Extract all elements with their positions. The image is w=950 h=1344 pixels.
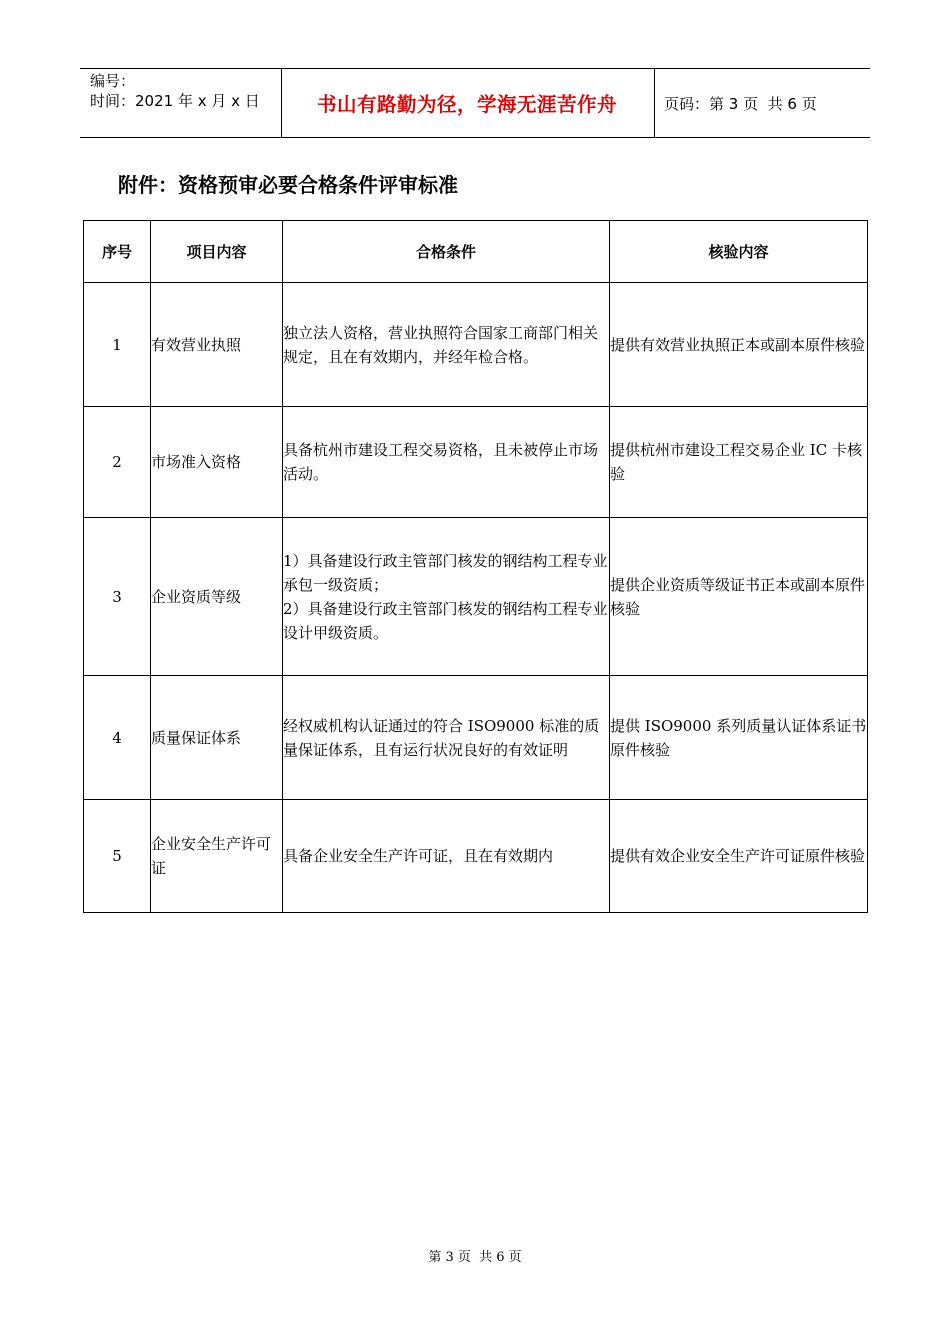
header-number-label: 编号： bbox=[90, 72, 136, 90]
condition-text: 具备企业安全生产许可证，且在有效期内 bbox=[283, 847, 554, 865]
header-cell-no: 序号 bbox=[84, 221, 151, 283]
cell-item: 企业资质等级 bbox=[151, 518, 283, 676]
cell-item: 市场准入资格 bbox=[151, 407, 283, 518]
condition-text: 独立法人资格，营业执照符合国家工商部门相关规定，且在有效期内，并经年检合格。 bbox=[283, 323, 599, 366]
cell-no: 2 bbox=[84, 407, 151, 518]
header-cell-check: 核验内容 bbox=[610, 221, 868, 283]
page-header bbox=[80, 68, 870, 138]
cell-condition bbox=[283, 407, 610, 518]
table-row bbox=[84, 800, 868, 913]
cell-check: 提供有效营业执照正本或副本原件核验 bbox=[610, 283, 868, 407]
cell-condition bbox=[283, 518, 610, 676]
table-row bbox=[84, 407, 868, 518]
table-row bbox=[84, 283, 868, 407]
cell-item: 企业安全生产许可证 bbox=[151, 800, 283, 913]
page-footer: 第 3 页 共 6 页 bbox=[428, 1250, 522, 1265]
cell-item: 有效营业执照 bbox=[151, 283, 283, 407]
header-divider-right bbox=[654, 69, 655, 137]
table-header-row bbox=[84, 221, 868, 283]
condition-text: 1）具备建设行政主管部门核发的钢结构工程专业承包一级资质； bbox=[283, 551, 608, 594]
table-row bbox=[84, 676, 868, 800]
condition-text: 经权威机构认证通过的符合 ISO9000 标准的质量保证体系，且有运行状况良好的有效证明 bbox=[283, 716, 600, 759]
header-page-info: 页码：第 3 页 共 6 页 bbox=[664, 94, 817, 113]
cell-check: 提供杭州市建设工程交易企业 IC 卡核验 bbox=[610, 407, 868, 518]
header-time-label: 时间：2021 年 x 月 x 日 bbox=[90, 92, 260, 110]
cell-no: 1 bbox=[84, 283, 151, 407]
cell-check: 提供企业资质等级证书正本或副本原件核验 bbox=[610, 518, 868, 676]
table-row bbox=[84, 518, 868, 676]
header-cell-condition: 合格条件 bbox=[283, 221, 610, 283]
cell-check: 提供有效企业安全生产许可证原件核验 bbox=[610, 800, 868, 913]
header-motto: 书山有路勤为径，学海无涯苦作舟 bbox=[316, 93, 617, 116]
cell-no: 3 bbox=[84, 518, 151, 676]
requirements-table bbox=[83, 220, 868, 913]
cell-item: 质量保证体系 bbox=[151, 676, 283, 800]
cell-condition bbox=[283, 800, 610, 913]
cell-no: 5 bbox=[84, 800, 151, 913]
cell-condition bbox=[283, 676, 610, 800]
cell-no: 4 bbox=[84, 676, 151, 800]
document-title: 附件：资格预审必要合格条件评审标准 bbox=[118, 173, 458, 197]
condition-text: 2）具备建设行政主管部门核发的钢结构工程专业设计甲级资质。 bbox=[283, 599, 608, 642]
header-meta bbox=[90, 71, 280, 111]
condition-text: 具备杭州市建设工程交易资格，且未被停止市场活动。 bbox=[283, 441, 599, 483]
cell-check: 提供 ISO9000 系列质量认证体系证书原件核验 bbox=[610, 676, 868, 800]
header-cell-item: 项目内容 bbox=[151, 221, 283, 283]
cell-condition bbox=[283, 283, 610, 407]
